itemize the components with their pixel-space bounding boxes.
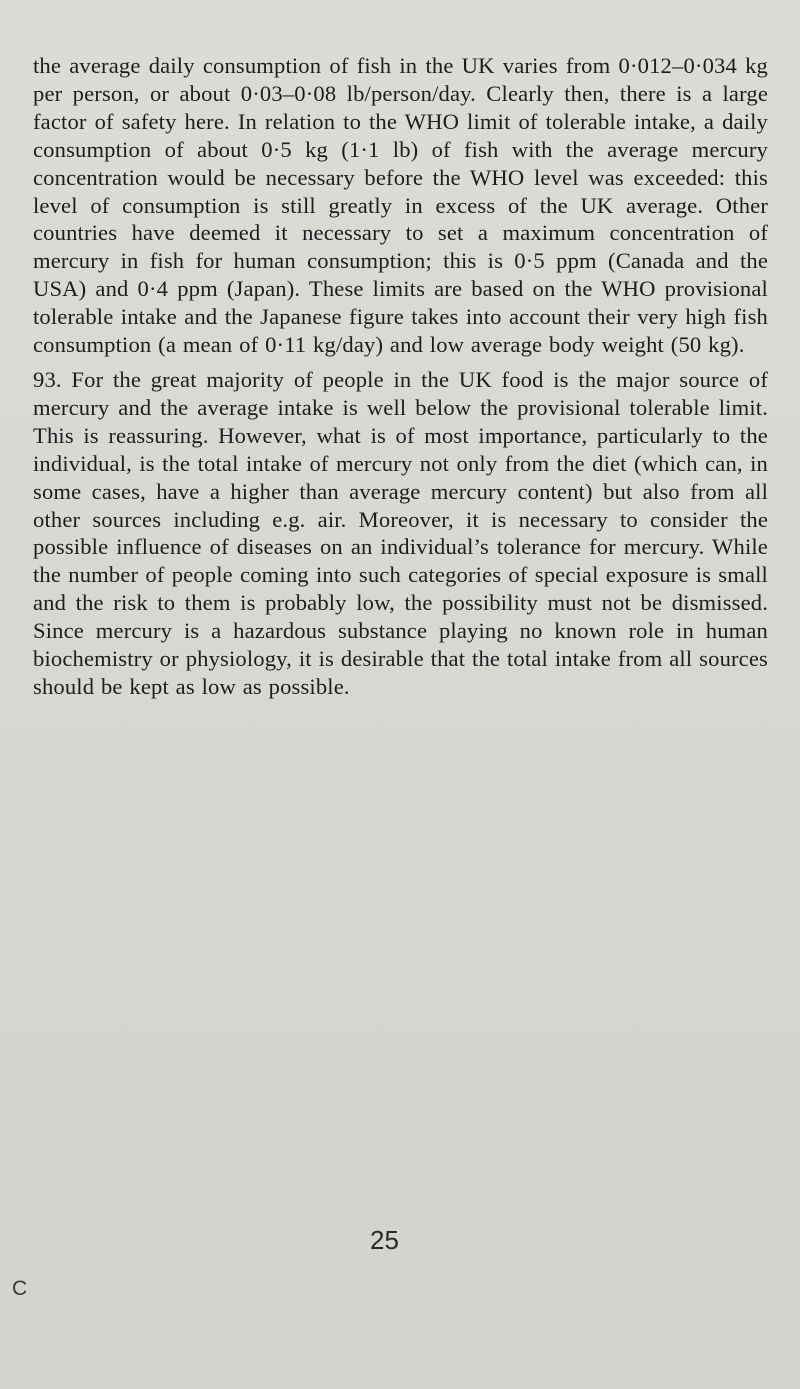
signature-mark: C: [12, 1277, 28, 1300]
paragraph-93: 93. For the great majority of people in the UK food is the major source of mercury and the average intake is well below the provisional tolerable limit. This is reassuring. However, what is of most importance, particularly to the individual, is the total intake of mercury not only from the diet (which can, in some cases, have a higher than average mercury content) but also from all other sources including e.g. air. Moreover, it is necessary to consider the possible influence of diseases on an individual’s tolerance for mercury. While the number of people coming into such categories of special exposure is small and the risk to them is probably low, the possibility must not be dismissed. Since mercury is a hazardous substance playing no known role in human biochemistry or physiology, it is desirable that the total intake from all sources should be kept as low as possible.: [33, 367, 768, 699]
page-number: 25: [370, 1225, 399, 1255]
paragraph-continuation: the average daily consumption of fish in the UK varies from 0·012–0·034 kg per person, or about 0·03–0·08 lb/person/day. Clearly then, there is a large factor of safety here. In relation to the WHO limit of tolerable intake, a daily consumption of about 0·5 kg (1·1 lb) of fish with the average mercury concentration would be necessary before the WHO level was exceeded: this level of consumption is still greatly in excess of the UK average. Other countries have deemed it necessary to set a maximum concentration of mercury in fish for human consumption; this is 0·5 ppm (Canada and the USA) and 0·4 ppm (Japan). These limits are based on the WHO provisional tolerable intake and the Japanese figure takes into account their very high fish consumption (a mean of 0·11 kg/day) and low average body weight (50 kg).: [33, 53, 768, 358]
